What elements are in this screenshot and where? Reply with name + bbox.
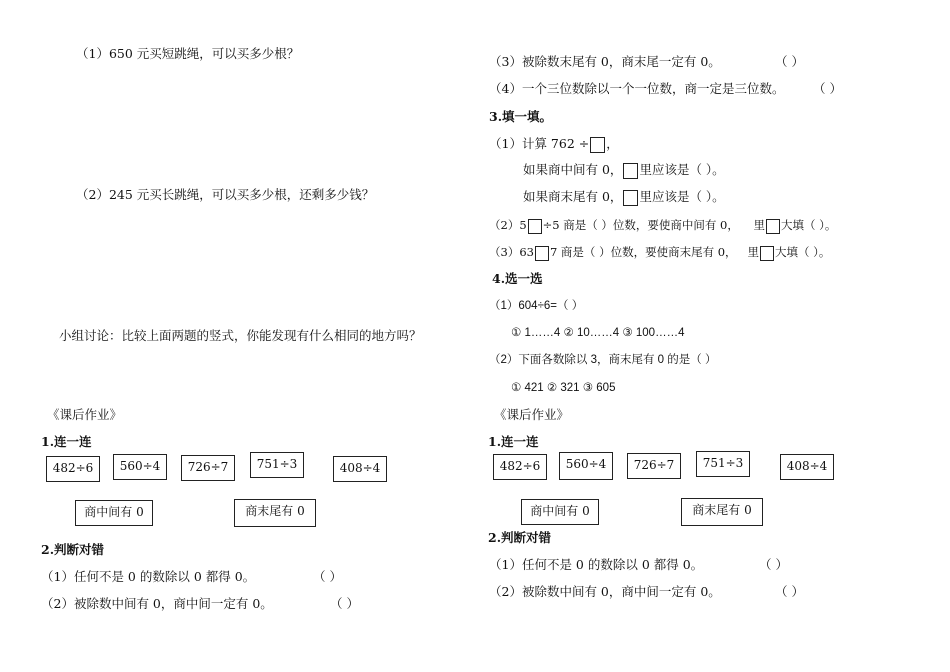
judge-2-answer[interactable]: （ ） xyxy=(330,596,359,611)
judge-3: （3）被除数末尾有 0，商末尾一定有 0。 xyxy=(489,54,721,69)
judge-heading: 2.判断对错 xyxy=(41,542,105,557)
judge-4: （4）一个三位数除以一个一位数，商一定是三位数。 xyxy=(489,81,785,96)
choose-heading: 4.选一选 xyxy=(492,271,543,286)
blank-box[interactable] xyxy=(623,163,638,179)
connect-heading: 1.连一连 xyxy=(41,434,92,449)
homework-title-right: 《课后作业》 xyxy=(494,407,570,422)
expr-box-2[interactable]: 560÷4 xyxy=(113,454,167,480)
judge-heading-right: 2.判断对错 xyxy=(488,530,552,545)
target-box-middle-zero[interactable]: 商中间有 0 xyxy=(75,500,153,526)
fill-1-line-1: 如果商中间有 0， 里应该是（ ）。 xyxy=(523,162,725,177)
judge-1-answer[interactable]: （ ） xyxy=(313,569,342,584)
question-2: （2）245 元买长跳绳，可以买多少根，还剩多少钱？ xyxy=(76,187,375,202)
judge-1-right: （1）任何不是 0 的数除以 0 都得 0。 xyxy=(489,557,704,572)
homework-title: 《课后作业》 xyxy=(47,407,123,422)
fill-1: （1）计算 762 ÷ ， xyxy=(489,136,619,151)
judge-1-answer-right[interactable]: （ ） xyxy=(759,557,788,572)
fill-heading: 3.填一填。 xyxy=(489,109,553,124)
choose-2-options[interactable]: ① 421 ② 321 ③ 605 xyxy=(511,382,616,394)
blank-box[interactable] xyxy=(766,219,780,234)
judge-2-right: （2）被除数中间有 0，商中间一定有 0。 xyxy=(489,584,721,599)
choose-1-options[interactable]: ① 1……4 ② 10……4 ③ 100……4 xyxy=(511,327,685,339)
expr-box-1[interactable]: 482÷6 xyxy=(46,456,100,482)
blank-box[interactable] xyxy=(528,219,542,234)
judge-1: （1）任何不是 0 的数除以 0 都得 0。 xyxy=(41,569,256,584)
fill-2: （2）5 ÷5 商是（ ）位数，要使商中间有 0， 里 大填（ ）。 xyxy=(489,218,837,232)
judge-4-answer[interactable]: （ ） xyxy=(813,81,842,96)
expr-box-1-right[interactable]: 482÷6 xyxy=(493,454,547,480)
choose-2: （2）下面各数除以 3，商末尾有 0 的是（ ） xyxy=(489,354,717,366)
target-box-middle-zero-right[interactable]: 商中间有 0 xyxy=(521,499,599,525)
expr-box-4[interactable]: 751÷3 xyxy=(250,452,304,478)
target-box-end-zero[interactable]: 商末尾有 0 xyxy=(234,499,316,527)
judge-2: （2）被除数中间有 0，商中间一定有 0。 xyxy=(41,596,273,611)
expr-box-5[interactable]: 408÷4 xyxy=(333,456,387,482)
judge-2-answer-right[interactable]: （ ） xyxy=(775,584,804,599)
target-box-end-zero-right[interactable]: 商末尾有 0 xyxy=(681,498,763,526)
expr-box-3[interactable]: 726÷7 xyxy=(181,455,235,481)
judge-3-answer[interactable]: （ ） xyxy=(775,54,804,69)
question-1: （1）650 元买短跳绳，可以买多少根？ xyxy=(76,46,300,61)
blank-box[interactable] xyxy=(623,190,638,206)
expr-box-4-right[interactable]: 751÷3 xyxy=(696,451,750,477)
blank-box[interactable] xyxy=(590,137,605,153)
fill-1-line-2: 如果商末尾有 0， 里应该是（ ）。 xyxy=(523,189,725,204)
blank-box[interactable] xyxy=(535,246,549,261)
expr-box-5-right[interactable]: 408÷4 xyxy=(780,454,834,480)
fill-3: （3）63 7 商是（ ）位数，要使商末尾有 0， 里 大填（ ）。 xyxy=(489,245,831,259)
expr-box-3-right[interactable]: 726÷7 xyxy=(627,453,681,479)
discussion-prompt: 小组讨论：比较上面两题的竖式，你能发现有什么相同的地方吗？ xyxy=(59,328,422,343)
choose-1: （1）604÷6=（ ） xyxy=(489,300,584,312)
connect-heading-right: 1.连一连 xyxy=(488,434,539,449)
expr-box-2-right[interactable]: 560÷4 xyxy=(559,452,613,480)
blank-box[interactable] xyxy=(760,246,774,261)
